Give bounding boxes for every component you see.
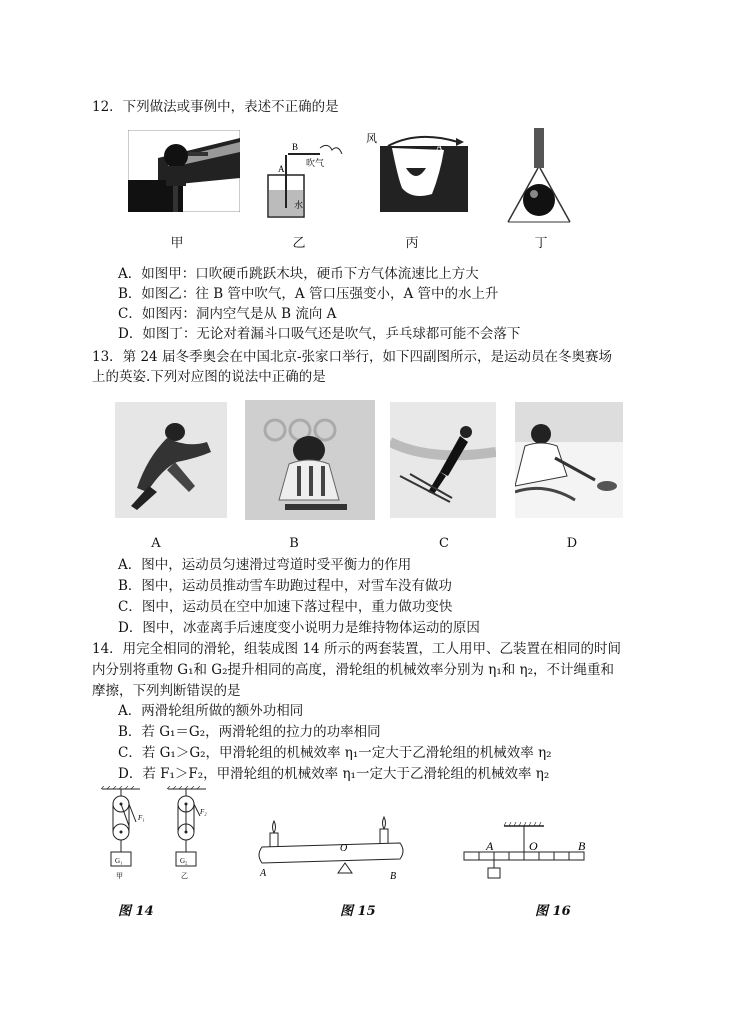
fig14-label-f1: F₁ (138, 814, 145, 822)
q13-label-c: C (439, 536, 449, 551)
fig15-label-b: B (390, 871, 397, 882)
q12-option-d: D．如图丁：无论对着漏斗口吸气还是吹气，乒乓球都可能不会落下 (118, 326, 521, 342)
q12-option-c: C．如图丙：洞内空气是从 B 流向 A (118, 306, 337, 322)
figure-16-lever-bar (460, 820, 600, 880)
q13-label-a: A (151, 536, 161, 551)
fig15-label-a: A (260, 868, 267, 879)
q13-option-d: D．图中，冰壶离手后速度变小说明力是维持物体运动的原因 (118, 620, 480, 636)
q14-option-c: C．若 G₁＞G₂，甲滑轮组的机械效率 η₁一定大于乙滑轮组的机械效率 η₂ (118, 745, 552, 761)
q13-option-b: B．图中，运动员推动雪车助跑过程中，对雪车没有做功 (118, 578, 452, 594)
q12-bing-label-a: A (436, 142, 443, 152)
q14-stem-line2: 内分别将重物 G₁和 G₂提升相同的高度，滑轮组的机械效率分别为 η₁和 η₂，不计绳重和 (92, 662, 615, 678)
figure-15-lever-candles (254, 815, 408, 883)
q12-yi-blow: 吹气 (306, 159, 325, 169)
q12-image-ding (504, 128, 574, 224)
q14-stem-line3: 摩擦，下列判断错误的是 (92, 683, 241, 699)
q13-photo-b-skeleton (245, 400, 375, 520)
q12-bing-wind: 风 (366, 132, 377, 145)
q12-option-a: A．如图甲：口吹硬币跳跃木块，硬币下方气体流速比上方大 (118, 266, 479, 282)
fig14-label-f2: F₂ (200, 808, 207, 816)
q13-photo-a-speed-skater (115, 402, 227, 518)
q12-label-ding: 丁 (534, 236, 548, 251)
fig14-label-jia: 甲 (116, 872, 123, 880)
fig16-label-a: A (486, 839, 494, 853)
q12-stem: 12．下列做法或事例中，表述不正确的是 (92, 99, 339, 115)
q12-option-b: B．如图乙：往 B 管中吹气，A 管口压强变小，A 管中的水上升 (118, 286, 499, 302)
q13-option-a: A．图中，运动员匀速滑过弯道时受平衡力的作用 (118, 557, 412, 573)
figure-14-pulley-systems (96, 786, 220, 882)
q12-yi-water: 水 (294, 201, 304, 211)
q13-option-c: C．图中，运动员在空中加速下落过程中，重力做功变快 (118, 599, 453, 615)
q12-yi-label-b: B (292, 142, 299, 152)
fig16-label-o: O (529, 839, 538, 853)
q12-yi-label-a: A (278, 164, 285, 174)
figure-16-caption: 图 16 (535, 904, 571, 919)
q13-stem-line1: 13．第 24 届冬季奥会在中国北京-张家口举行，如下四副图所示，是运动员在冬奥赛场 (92, 349, 612, 365)
q14-option-a: A．两滑轮组所做的额外功相同 (118, 703, 304, 719)
q12-image-yi (258, 130, 348, 220)
fig16-label-b: B (578, 839, 586, 853)
q13-stem-line2: 上的英姿.下列对应图的说法中正确的是 (92, 369, 326, 385)
q12-image-jia (128, 130, 240, 212)
fig14-label-yi: 乙 (181, 872, 188, 880)
q12-bing-label-b: B (396, 152, 403, 162)
q13-label-d: D (566, 536, 578, 551)
q12-label-yi: 乙 (292, 236, 306, 251)
q14-option-d: D．若 F₁＞F₂，甲滑轮组的机械效率 η₁一定大于乙滑轮组的机械效率 η₂ (118, 766, 550, 782)
q12-label-bing: 丙 (405, 236, 419, 251)
fig14-label-g1: G₁ (115, 857, 123, 865)
figure-14-caption: 图 14 (118, 904, 154, 919)
figure-15-caption: 图 15 (340, 904, 376, 919)
q14-stem-line1: 14．用完全相同的滑轮，组装成图 14 所示的两套装置，工人用甲、乙装置在相同的时间 (92, 641, 621, 657)
q12-image-bing (366, 128, 470, 212)
fig15-label-o: O (340, 843, 348, 854)
q12-label-jia: 甲 (170, 236, 184, 251)
q13-photo-d-curling (515, 402, 623, 518)
q13-photo-c-ski-jumper (390, 402, 496, 518)
q14-option-b: B．若 G₁＝G₂，两滑轮组的拉力的功率相同 (118, 724, 381, 740)
q13-label-b: B (289, 536, 299, 551)
fig14-label-g2: G₂ (180, 857, 188, 865)
